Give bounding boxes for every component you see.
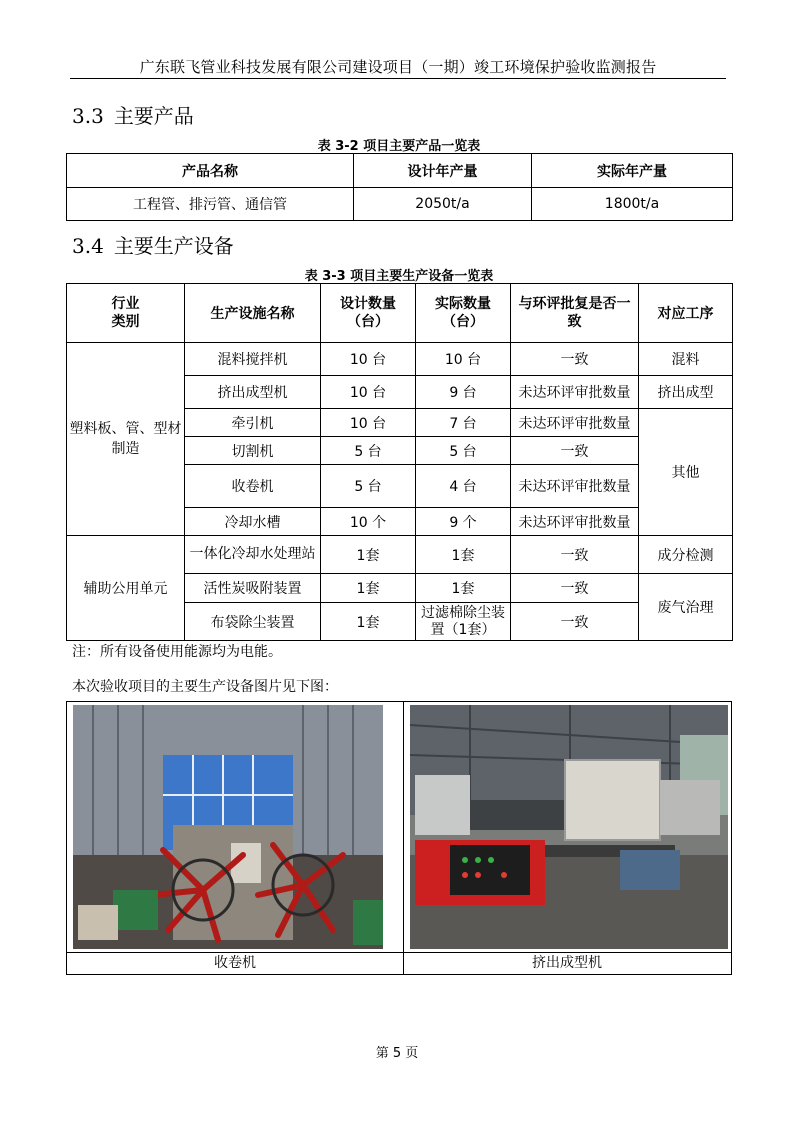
table-row bbox=[67, 536, 733, 574]
table-cell: 9 台 bbox=[416, 376, 511, 409]
category-cell: 塑料板、管、型材制造 bbox=[67, 343, 185, 536]
table-row bbox=[67, 188, 733, 221]
table-3-2-caption: 表 3-2 项目主要产品一览表 bbox=[317, 139, 481, 154]
table-header: 生产设施名称 bbox=[185, 284, 321, 343]
table-cell: 工程管、排污管、通信管 bbox=[67, 188, 354, 221]
header-divider bbox=[70, 78, 726, 79]
process-cell: 成分检测 bbox=[639, 536, 733, 574]
photo-label: 挤出成型机 bbox=[403, 952, 731, 974]
table-cell: 一致 bbox=[511, 574, 639, 603]
table-cell: 未达环评审批数量 bbox=[511, 376, 639, 409]
table-cell: 一致 bbox=[511, 603, 639, 641]
table-header: 实际数量 （台） bbox=[416, 284, 511, 343]
table-cell: 未达环评审批数量 bbox=[511, 465, 639, 508]
process-cell: 废气治理 bbox=[639, 574, 733, 641]
table-cell: 过滤棉除尘装置（1套） bbox=[416, 603, 511, 641]
table-cell: 未达环评审批数量 bbox=[511, 508, 639, 536]
table-header: 产品名称 bbox=[67, 154, 354, 188]
photo-cell bbox=[403, 702, 731, 952]
table-cell: 活性炭吸附装置 bbox=[185, 574, 321, 603]
equipment-photo-table bbox=[66, 701, 732, 975]
table-cell: 一体化冷却水处理站 bbox=[185, 536, 321, 574]
table-cell: 布袋除尘装置 bbox=[185, 603, 321, 641]
section-heading-3-3 bbox=[72, 100, 194, 129]
table-cell: 一致 bbox=[511, 536, 639, 574]
winding-machine-photo bbox=[73, 705, 383, 949]
table-cell: 9 个 bbox=[416, 508, 511, 536]
table-cell: 牵引机 bbox=[185, 409, 321, 437]
table-3-3-caption: 表 3-3 项目主要生产设备一览表 bbox=[304, 269, 494, 284]
table-cell: 一致 bbox=[511, 437, 639, 465]
photo-label: 收卷机 bbox=[67, 952, 404, 974]
table-cell: 一致 bbox=[511, 343, 639, 376]
section-title: 主要产品 bbox=[113, 104, 194, 128]
section-title: 主要生产设备 bbox=[113, 234, 234, 258]
table-cell: 4 台 bbox=[416, 465, 511, 508]
table-cell: 10 台 bbox=[321, 343, 416, 376]
process-cell: 其他 bbox=[639, 409, 733, 536]
table-cell: 5 台 bbox=[321, 465, 416, 508]
section-heading-3-4 bbox=[72, 230, 234, 259]
table-cell: 1套 bbox=[321, 574, 416, 603]
table-cell: 切割机 bbox=[185, 437, 321, 465]
process-cell: 混料 bbox=[639, 343, 733, 376]
table-header: 行业 类别 bbox=[67, 284, 185, 343]
table-cell: 1套 bbox=[321, 603, 416, 641]
table-cell: 10 台 bbox=[416, 343, 511, 376]
products-table bbox=[66, 153, 733, 221]
table-cell: 1套 bbox=[416, 536, 511, 574]
table-note: 注：所有设备使用能源均为电能。 bbox=[72, 644, 282, 660]
section-number: 3.3 bbox=[72, 104, 104, 128]
table-cell: 10 个 bbox=[321, 508, 416, 536]
photo-intro: 本次验收项目的主要生产设备图片见下图： bbox=[72, 679, 338, 695]
table-cell: 收卷机 bbox=[185, 465, 321, 508]
table-cell: 10 台 bbox=[321, 409, 416, 437]
table-cell: 1800t/a bbox=[532, 188, 733, 221]
report-header: 广东联飞管业科技发展有限公司建设项目（一期）竣工环境保护验收监测报告 bbox=[139, 58, 657, 76]
equipment-table bbox=[66, 283, 733, 641]
table-cell: 1套 bbox=[321, 536, 416, 574]
table-cell: 冷却水槽 bbox=[185, 508, 321, 536]
table-header: 与环评批复是否一致 bbox=[511, 284, 639, 343]
table-cell: 未达环评审批数量 bbox=[511, 409, 639, 437]
table-cell: 1套 bbox=[416, 574, 511, 603]
page-number: 第 5 页 bbox=[375, 1046, 419, 1061]
table-header: 实际年产量 bbox=[532, 154, 733, 188]
table-cell: 混料搅拌机 bbox=[185, 343, 321, 376]
table-header: 设计数量 （台） bbox=[321, 284, 416, 343]
photo-cell bbox=[67, 702, 404, 952]
category-cell: 辅助公用单元 bbox=[67, 536, 185, 641]
table-cell: 5 台 bbox=[321, 437, 416, 465]
section-number: 3.4 bbox=[72, 234, 104, 258]
table-row bbox=[67, 343, 733, 376]
process-cell: 挤出成型 bbox=[639, 376, 733, 409]
table-cell: 2050t/a bbox=[354, 188, 532, 221]
table-cell: 7 台 bbox=[416, 409, 511, 437]
extrusion-machine-photo bbox=[410, 705, 728, 949]
table-header: 设计年产量 bbox=[354, 154, 532, 188]
table-header: 对应工序 bbox=[639, 284, 733, 343]
table-cell: 挤出成型机 bbox=[185, 376, 321, 409]
table-cell: 10 台 bbox=[321, 376, 416, 409]
table-cell: 5 台 bbox=[416, 437, 511, 465]
